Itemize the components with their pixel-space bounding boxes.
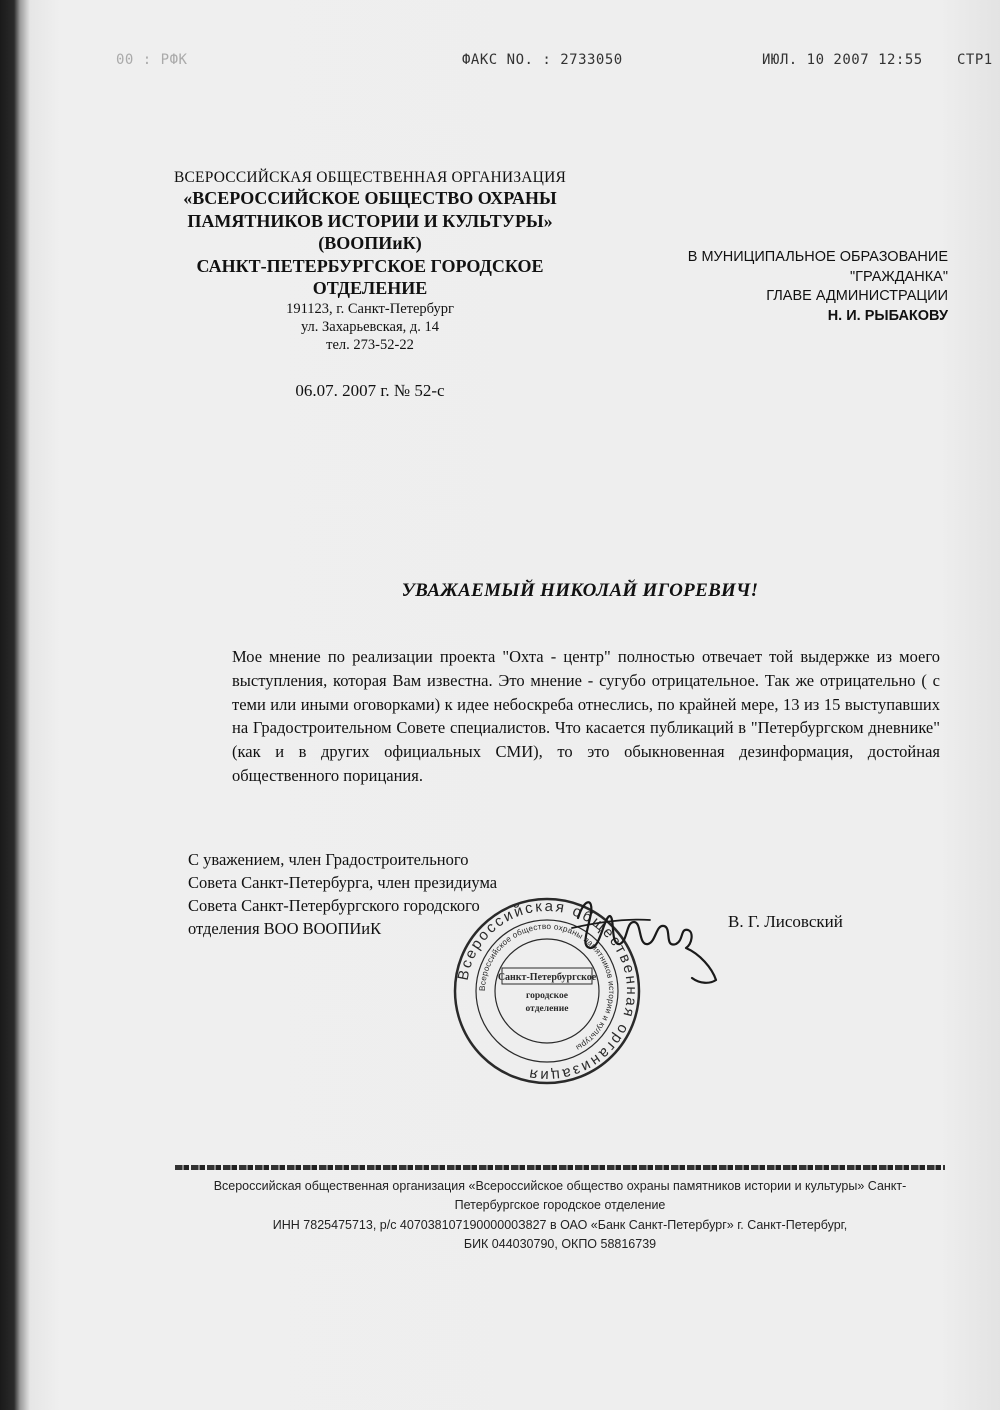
recipient-name: Н. И. РЫБАКОВУ <box>827 307 948 324</box>
letter-date-reference: 06.07. 2007 г. № 52-с <box>295 381 445 401</box>
stamp-outer-text: Всероссийская общественная организация <box>454 897 641 1085</box>
body-paragraph: Мое мнение по реализации проекта "Охта - центр" полностью отвечает той выдержке из моего выступления, которая Вам известна. Это мнение - сугубо отрицательное. Так же отрицательно ( с теми или иными оговорками) к идее небоскреба отнеслись, по крайней мере, 13 из 15 выступавших на Градостроительном Совете специалистов. Что касается публикаций в "Петербургском дневнике" (как и в других официальных СМИ), то это обыкновенная дезинформация, достойная общественного порицания. <box>232 647 940 785</box>
footer-line-2: Петербургское городское отделение <box>454 1198 666 1213</box>
fax-sender-code: 00 : РФК <box>116 52 188 68</box>
signer-name: В. Г. Лисовский <box>728 912 843 931</box>
fax-datetime: ИЮЛ. 10 2007 12:55 <box>762 52 923 68</box>
salutation-text: УВАЖАЕМЫЙ НИКОЛАЙ ИГОРЕВИЧ! <box>401 580 759 601</box>
closing-line-4: отделения ВОО ВООПИиК <box>188 919 382 939</box>
fax-page-number: СТР1 <box>957 52 993 68</box>
org-abbreviation: (ВООПИиК) <box>318 233 422 254</box>
org-phone: тел. 273-52-22 <box>326 337 414 354</box>
closing-line-2: Совета Санкт-Петербурга, член президиума <box>188 873 498 893</box>
recipient-line-3: ГЛАВЕ АДМИНИСТРАЦИИ <box>766 288 948 305</box>
letterhead <box>150 168 590 402</box>
footer-line-3: ИНН 7825475713, р/с 40703810719000000З827 в ОАО «Банк Санкт-Петербург» г. Санкт-Петербург, <box>272 1217 848 1232</box>
salutation <box>0 580 1000 602</box>
closing-line-3: Совета Санкт-Петербургского городского <box>188 896 480 916</box>
footer-requisites <box>170 1177 950 1255</box>
org-address-city: 191123, г. Санкт-Петербург <box>286 300 454 317</box>
stamp-center-line-2: городское <box>526 991 568 1001</box>
org-type: ВСЕРОССИЙСКАЯ ОБЩЕСТВЕННАЯ ОРГАНИЗАЦИЯ <box>173 169 567 186</box>
handwritten-signature <box>560 888 730 998</box>
org-branch-line-1: САНКТ-ПЕТЕРБУРГСКОЕ ГОРОДСКОЕ <box>196 255 544 276</box>
org-name-line-2: ПАМЯТНИКОВ ИСТОРИИ И КУЛЬТУРЫ» <box>187 210 553 231</box>
recipient-line-2: "ГРАЖДАНКА" <box>850 268 948 285</box>
footer-divider <box>175 1165 945 1170</box>
fax-number: ФАКС NO. : 2733050 <box>462 52 623 68</box>
stamp-center-line-3: отделение <box>525 1004 569 1014</box>
letter-body <box>232 645 940 788</box>
recipient-line-1: В МУНИЦИПАЛЬНОЕ ОБРАЗОВАНИЕ <box>687 249 948 265</box>
closing-line-1: С уважением, член Градостроительного <box>188 850 469 869</box>
footer-line-1: Всероссийская общественная организация «Всероссийское общество охраны памятников истории и культуры» Санкт- <box>213 1179 907 1193</box>
recipient-block <box>588 248 948 326</box>
org-address-street: ул. Захарьевская, д. 14 <box>300 319 440 335</box>
stamp-middle-text: Всероссийское общество охраны памятников истории и культуры <box>477 921 617 1053</box>
footer-line-4: БИК 044030790, ОКПО 58816739 <box>463 1237 657 1252</box>
stamp-center-line-1: Санкт-Петербургское <box>497 972 597 983</box>
org-branch-line-2: ОТДЕЛЕНИЕ <box>312 278 428 299</box>
org-name-line-1: «ВСЕРОССИЙСКОЕ ОБЩЕСТВО ОХРАНЫ <box>183 188 557 209</box>
fax-header <box>0 52 1000 72</box>
